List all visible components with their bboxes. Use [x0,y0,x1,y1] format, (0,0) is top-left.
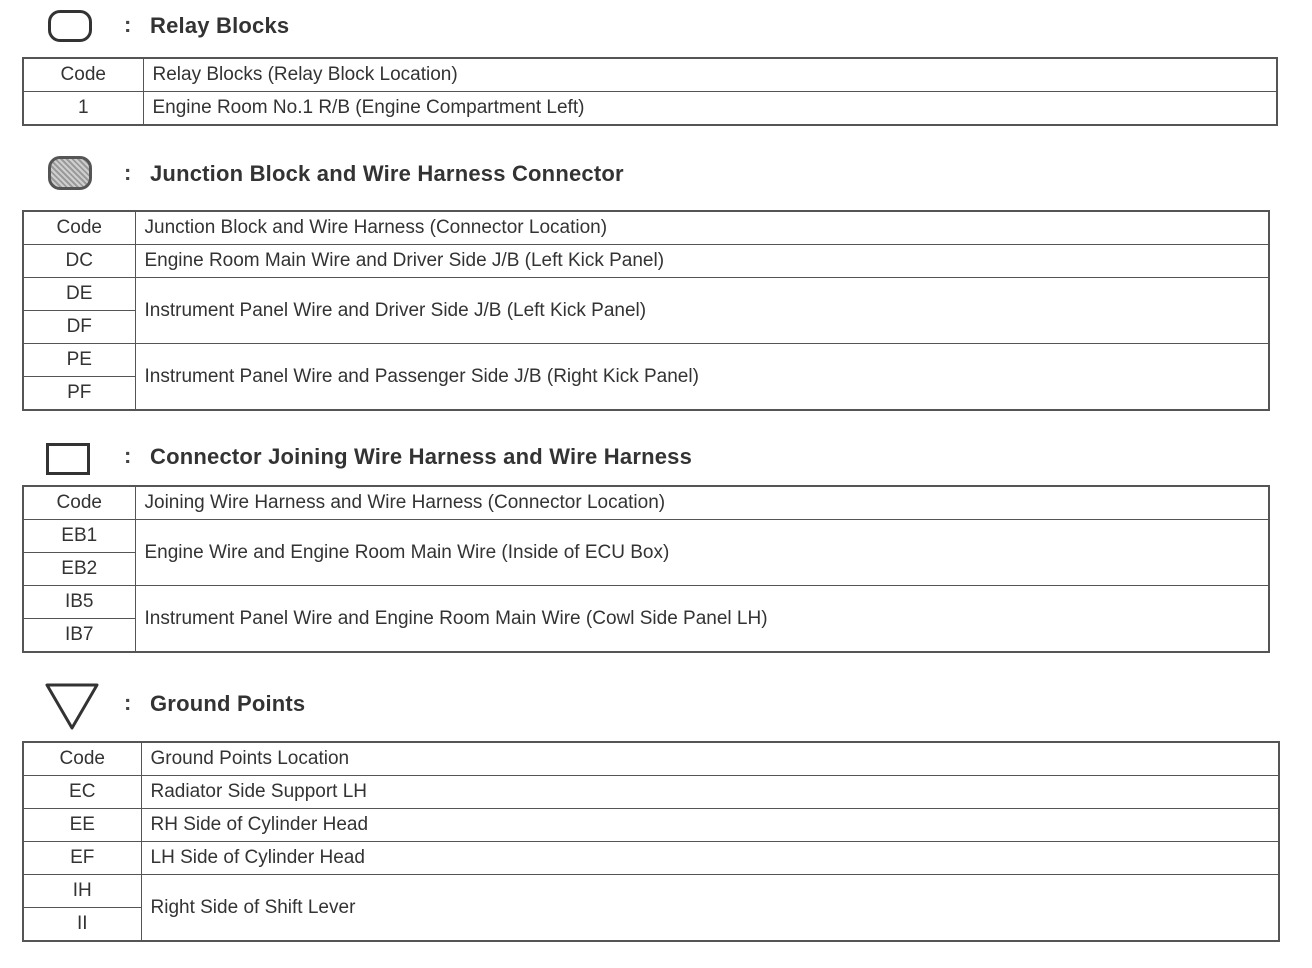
desc-cell: Right Side of Shift Lever [141,875,1279,942]
desc-cell: LH Side of Cylinder Head [141,842,1279,875]
code-cell: EB1 [23,520,135,553]
desc-cell: Instrument Panel Wire and Passenger Side J/B (Right Kick Panel) [135,344,1269,411]
code-cell: EE [23,809,141,842]
code-cell: PE [23,344,135,377]
table-row [23,809,1279,842]
table-row [23,520,1269,553]
table-header-row [23,742,1279,776]
table-header-row [23,211,1269,245]
desc-header: Ground Points Location [141,742,1279,776]
desc-cell: RH Side of Cylinder Head [141,809,1279,842]
code-cell: EC [23,776,141,809]
table-row [23,875,1279,908]
table-row [23,842,1279,875]
table-header-row [23,486,1269,520]
legend-table-junction-block [22,210,1270,411]
code-cell: IB5 [23,586,135,619]
legend-table-relay-blocks [22,57,1278,126]
section-title: Ground Points [150,691,306,716]
legend-table-connector-joining [22,485,1270,653]
code-cell: EF [23,842,141,875]
desc-header: Relay Blocks (Relay Block Location) [143,58,1277,92]
desc-cell: Radiator Side Support LH [141,776,1279,809]
triangle-down-icon [44,682,100,737]
shaded-rounded-rectangle-icon [48,156,92,190]
code-cell: DE [23,278,135,311]
section-title: Connector Joining Wire Harness and Wire Harness [150,444,693,469]
desc-cell: Instrument Panel Wire and Engine Room Main Wire (Cowl Side Panel LH) [135,586,1269,653]
desc-header: Joining Wire Harness and Wire Harness (Connector Location) [135,486,1269,520]
heading-colon: : [124,160,132,185]
desc-cell: Engine Wire and Engine Room Main Wire (Inside of ECU Box) [135,520,1269,586]
table-row [23,278,1269,311]
desc-header: Junction Block and Wire Harness (Connector Location) [135,211,1269,245]
heading-colon: : [124,12,132,37]
table-row [23,92,1277,126]
code-cell: IH [23,875,141,908]
code-cell: 1 [23,92,143,126]
code-header: Code [23,742,141,776]
table-header-row [23,58,1277,92]
section-title: Relay Blocks [150,13,290,38]
code-cell: EB2 [23,553,135,586]
code-header: Code [23,58,143,92]
table-row [23,776,1279,809]
code-cell: IB7 [23,619,135,653]
heading-colon: : [124,690,132,715]
table-row [23,245,1269,278]
code-header: Code [23,486,135,520]
code-cell: DF [23,311,135,344]
code-header: Code [23,211,135,245]
desc-cell: Engine Room Main Wire and Driver Side J/B (Left Kick Panel) [135,245,1269,278]
code-cell: DC [23,245,135,278]
legend-table-ground-points [22,741,1280,942]
section-title: Junction Block and Wire Harness Connector [150,161,624,186]
table-row [23,344,1269,377]
desc-cell: Engine Room No.1 R/B (Engine Compartment Left) [143,92,1277,126]
rectangle-icon [46,443,90,475]
code-cell: II [23,908,141,942]
desc-cell: Instrument Panel Wire and Driver Side J/B (Left Kick Panel) [135,278,1269,344]
table-row [23,586,1269,619]
heading-colon: : [124,443,132,468]
rounded-rectangle-icon [48,10,92,42]
code-cell: PF [23,377,135,411]
